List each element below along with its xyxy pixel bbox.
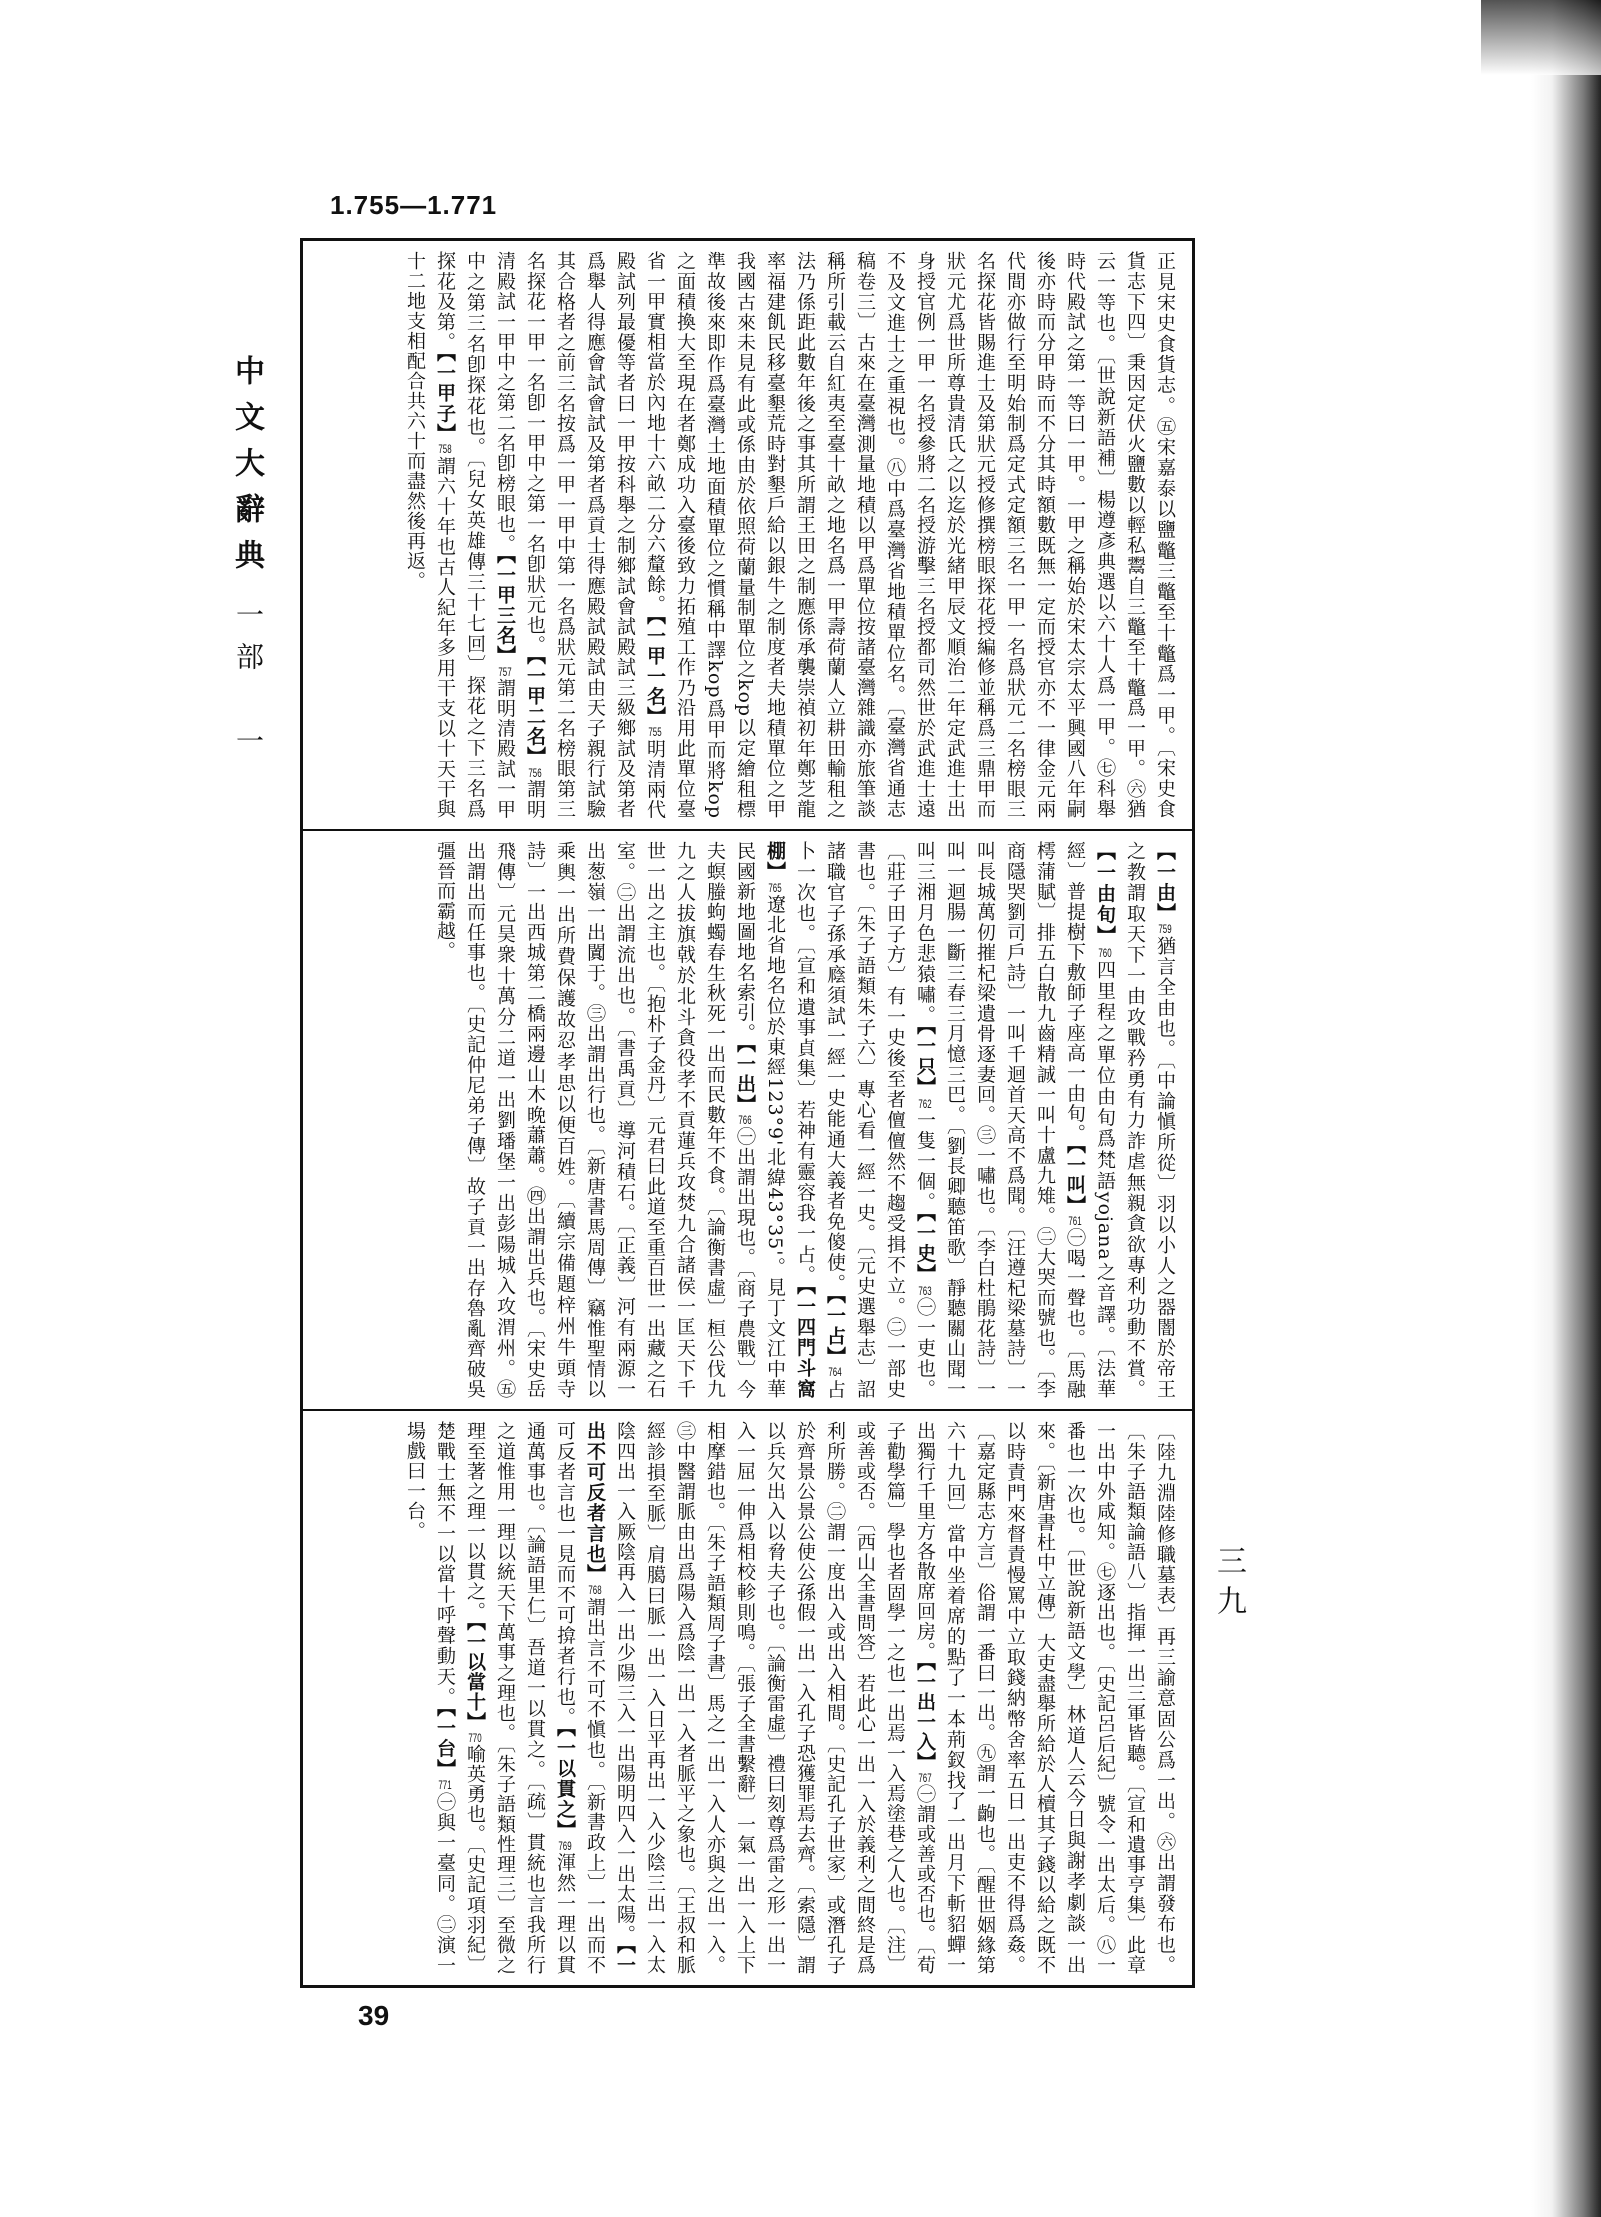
entry-headword: 【一由】	[1154, 841, 1176, 924]
entry-headword: 【一以貫之】	[554, 1727, 576, 1841]
entry-headword: 【一甲一名】	[644, 614, 666, 727]
entry-number: 759	[1158, 923, 1172, 936]
entry-definition: ㊀謂或善或否也。〔荀子勸學篇〕學也者固學一之也一出焉一入焉塗巷之人也。〔注〕或善或否。〔西山全書問答〕若此心一出一入於義利之間終是爲利所勝。㊁謂一度出入或出入相間。〔史記孔子世家〕或潛孔子於齊景公景公使公孫假一出一入孔子恐獲罪焉去齊。〔索隱〕謂以兵欠出入以脅夫子也。〔論衡雷虛〕禮曰刻尊爲雷之形一出一入一屈一伸爲相校軫則鳴。〔張子全書繫辭〕一氣一出一入上下相摩錯也。〔朱子語類周子書〕馬之一出一入人亦與之出一入。㊂中醫謂脈由出爲陽入爲陰一出一入者脈平之象也。〔王叔和脈經診損至脈〕肩臈曰脈一出一入日平再出一入少陰三出一入太陰四出一入厥陰再入一出少陽三入一出陽明四入一出太陽。	[614, 1421, 936, 1976]
entry-number: 755	[648, 726, 662, 739]
entry-number: 756	[528, 766, 542, 779]
dictionary-entry	[914, 841, 1086, 1399]
chinese-page-number: 三九	[1211, 1545, 1246, 1625]
entry-headword: 【一甲三名】	[494, 553, 516, 666]
entry-number: 763	[918, 1284, 932, 1297]
entry-headword: 【一占】	[824, 1293, 846, 1367]
entry-headword: 【一甲子】	[434, 351, 456, 444]
entry-number: 762	[918, 1097, 932, 1110]
entry-headword: 【一出一入】	[914, 1661, 936, 1773]
dictionary-title: 中文大辭典	[229, 355, 264, 585]
entry-number: 758	[438, 443, 452, 456]
entry-number: 760	[1098, 946, 1112, 959]
entry-headword: 【一出不可反者言也】	[584, 1421, 636, 1976]
entry-definition: 謂明清殿試一甲中之第三名卽探花也。〔兒女英雄傳三十七回〕探花之下三名爲探花及第。	[434, 251, 516, 820]
entry-number: 764	[828, 1366, 842, 1379]
entry-definition: ㊀一吏也。〔莊子田子方〕有一史後至者儃儃然不趨受揖不立。㊁一部史書也。〔朱子語類朱子六〕專心看一經一史。〔元史選舉志〕詔諸職官子孫承廕須試一經一史能通大義者免傻使。	[824, 841, 936, 1399]
band-bottom-columns	[315, 1421, 1180, 1975]
entry-definition: 正見宋史食貨志。㊄宋嘉泰以鹽鼈三鼈至十鼈爲一甲。〔宋史食貨志下四〕秉因定伏火鹽數以輕私鬻自三鼈至十鼈爲一甲。㊅猶云一等也。〔世說新語補〕楊遵彥典選以六十人爲一甲。㊆科舉時代殿試之第一等曰一甲。一甲之稱始於宋太宗太平興國八年嗣後亦時而分甲時而不分其時額數既無一定而授官亦不一律金元兩代間亦做行至明始制爲定式定額三名一甲一名爲狀元二名榜眼三名探花皆賜進士及第狀元授修撰榜眼探花授編修並稱爲三鼎甲而狀元尤爲世所尊貴清氏之以迄於光緒甲辰文順治二年定武進士出身授官例一甲一名授參將二名授游擊三名授都司然世於武進士遠不及文進士之重視也。㊇中爲臺灣省地積單位名。〔臺灣省通志稿卷三〕古來在臺灣測量地積以甲爲單位按諸臺灣雜識亦旅筆談稱所引載云自紅夷至臺十畝之地名爲一甲壽荷蘭人立耕田輸租之法乃係距此數年後之事其所謂王田之制應係承襲崇禎初年鄭芝龍率福建飢民移臺墾荒時對墾戶給以銀牛之制度者夫地積單位之甲我國古來未見有此或係由於依照荷蘭量制單位之kop以定繪租標準故後來即作爲臺灣土地面積單位之慣稱中譯kop爲甲而將kop之面積換大至現在者鄭成功入臺後致力拓殖工作乃沿用此單位臺省一甲實相當於內地十六畝二分六釐餘。	[644, 251, 1176, 819]
entry-definition: 謂六十年也古人紀年多用干支以十天干與十二地支相配合共六十而盡然後再返。	[404, 251, 456, 819]
entry-number: 770	[468, 1732, 482, 1745]
entry-headword: 【一史】	[914, 1212, 936, 1285]
entry-definition: ㊀出謂出現也。〔商子農戰〕今夫螟螣蚼蠋春生秋死一出而民數年不食。〔論衡書虛〕桓公伐九九之人拔旗戟於北斗貪役孝不貢蓮兵攻焚九合諸侯一匡天下千世一出之主也。〔抱朴子金丹〕元君曰此道至重百世一出藏之石室。㊁出謂流出也。〔書禹貢〕導河積石。〔正義〕河有兩源一出葱嶺一出闐于。㊂出謂出行也。〔新唐書馬周傳〕竊惟聖情以乘輿一出所費保護故忍孝思以便百姓。〔續宗備題梓州牛頭寺詩〕一出西城第二橋兩邊山木晚蕭蕭。㊃出謂出兵也。〔宋史岳飛傳〕元昊衆十萬分二道一出劉璠堡一出彭陽城入攻渭州。㊄出謂出而任事也。〔史記仲尼弟子傳〕故子貢一出存魯亂齊破吳彊晉而霸越。	[434, 841, 756, 1400]
entry-definition: ㊀喝一聲也。〔馬融樗蒲賦〕排五白散九齒精誠一叫十盧九雉。㊁大哭而號也。〔李商隱哭劉司戶詩〕一叫千迴首天高不爲聞。〔汪遵杞梁墓詩〕一叫長城萬仞摧杞梁遺骨逐妻回。㊂一嘯也。〔李白杜鵑花詩〕一叫一迴腸一斷三春三月憶三巴。〔劉長卿聽笛歌〕靜聽關山聞一叫三湘月色悲猿嘯。	[914, 841, 1086, 1400]
entry-headword: 【一四門斗窩棚】	[764, 841, 816, 1400]
entry-number: 767	[918, 1772, 932, 1785]
entry-headword: 【一甲二名】	[524, 654, 546, 767]
dictionary-entry	[914, 1025, 936, 1212]
entry-number: 769	[558, 1840, 572, 1853]
dictionary-entry	[1124, 841, 1176, 1399]
band-middle	[303, 831, 1192, 1411]
entry-definition: 四里程之單位由旬爲梵語yojana之音譯。〔法華經〕普提樹下敷師子座高一由旬。	[1064, 841, 1116, 1399]
entry-definition: ㊀與一臺同。㊁演一場戲曰一台。	[404, 1421, 456, 1976]
entry-definition: 明清兩代殿試列最優等者曰一甲按科舉之制鄉試會試殿試三級鄉試及第者爲舉人得應會試會試及第者爲貢士得應殿試殿試由天子親行試驗其合格者之前三名按爲一甲一甲中第一名爲狀元第二名榜眼第三名探花一甲一名卽一甲中之第一名卽狀元也。	[524, 251, 666, 820]
band-bottom	[303, 1411, 1192, 1985]
entry-number: 765	[768, 881, 782, 894]
entry-definition: 占卜一次也。〔宣和遺事貞集〕若神有靈容我一占。	[794, 841, 846, 1399]
dictionary-entry	[644, 251, 1176, 819]
radical-section-label: 一部 一	[232, 600, 265, 768]
dictionary-entry	[614, 1421, 936, 1975]
entry-definition: 猶言全由也。〔中論愼所從〕羽以小人之器闇於帝王之教謂取天下一由攻戰矜勇有力詐虐無親貪欲專利功動不賞。	[1124, 841, 1176, 1399]
band-top-columns	[315, 251, 1180, 819]
entry-range-header: 1.755—1.771	[330, 190, 498, 220]
entry-headword: 【一叫】	[1064, 1143, 1086, 1215]
page-frame	[300, 238, 1195, 1988]
entry-definition: 遼北省地名位於東經123°9'北緯43°35'。見丁文江中華民國新地圖地名索引。	[734, 841, 786, 1399]
band-middle-columns	[315, 841, 1180, 1399]
scan-edge-shadow	[1531, 0, 1601, 2217]
entry-number: 757	[498, 665, 512, 678]
entry-number: 771	[438, 1779, 452, 1792]
scan-corner-shadow	[1481, 0, 1601, 75]
entry-definition: 謂出言不可不愼也。〔新書政上〕一出而不可反者言也一見而不可揜者行也。	[554, 1421, 606, 1976]
entry-number: 761	[1068, 1214, 1082, 1227]
entry-definition: 謂明清殿試一甲中之第二名卽榜眼也。	[494, 251, 546, 820]
dictionary-entry	[914, 1421, 1176, 1975]
entry-definition: 一隻一個。	[914, 1110, 936, 1213]
entry-number: 766	[738, 1114, 752, 1127]
entry-headword: 【一以當十】	[464, 1621, 486, 1733]
entry-definition: 喻英勇也。〔史記項羽紀〕楚戰士無不一以當十呼聲動天。	[434, 1421, 486, 1976]
entry-definition: 渾然一理以貫通萬事也。〔論語里仁〕吾道一以貫之。〔疏〕貫統也言我所行之道惟用一理以統天下萬事之理也。〔朱子語類性理三〕至微之理至著之理一以貫之。	[464, 1421, 576, 1976]
entry-headword: 【一只】	[914, 1025, 936, 1098]
entry-headword: 【一由旬】	[1094, 841, 1116, 947]
dictionary-entry	[434, 841, 756, 1399]
entry-number: 768	[588, 1584, 602, 1597]
entry-definition: 〔陸九淵陸修職墓表〕再三諭意固公爲一出。㊅出謂發布也。〔朱子語類論語八〕指揮一出三軍皆聽。〔宣和遺事亨集〕此章一出中外咸知。㊆逐出也。〔史記呂后紀〕號令一出太后。㊇一番也一次也。〔世說新語文學〕林道人云今日與謝孝劇談一出來。〔新唐書杜中立傳〕大吏盡舉所給於人櫝其子錢以給之既不以時責門來督責慢罵中立取錢納幣舍率五日一出吏不得爲姦。〔嘉定縣志方言〕俗謂一番曰一出。㊈謂一齣也。〔醒世姻緣第六十九回〕當中坐着席的點了一本荊釵找了一出月下斬貂蟬一出獨行千里方各散席回房。	[914, 1421, 1176, 1975]
page-number: 39	[358, 2000, 390, 2031]
entry-headword: 【一台】	[434, 1706, 456, 1780]
band-top	[303, 241, 1192, 831]
entry-headword: 【一出】	[734, 1042, 756, 1115]
